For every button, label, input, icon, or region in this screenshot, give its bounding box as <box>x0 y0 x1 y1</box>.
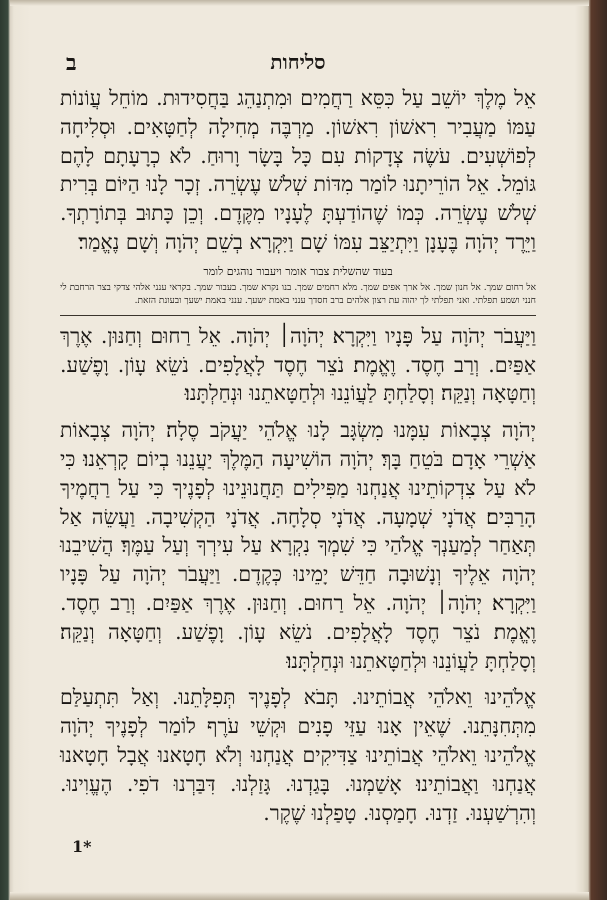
prayer-paragraph-2: וַיַּעֲבֹר יְהֹוָה עַל פָּנָיו וַיִּקְרָא׃ יְהֹוָה׀ יְהֹוָה. אֵל רַחוּם וְחַנּוּן. אֶרֶךְ אַפַּיִם. וְרַב חֶסֶד. וֶאֱמֶת׃ נֹצֵר חֶסֶד לָאֲלָפִים. נֹשֵׂא עָוֹן. וָפֶשַׁע. וְחַטָּאָה וְנַקֵּה׃ וְסָלַחְתָּ לַעֲוֹנֵנוּ וּלְחַטָּאתֵנוּ וּנְחַלְתָּנוּ׃ <box>60 323 536 406</box>
signature-mark: 1* <box>72 837 92 856</box>
divider <box>60 315 536 316</box>
prayer-paragraph-4: אֱלֹהֵינוּ וֵאלֹהֵי אֲבוֹתֵינוּ. תָּבֹא לְפָנֶיךָ תְּפִלָּתֵנוּ. וְאַל תִּתְעַלַּם מִתְּחִנָּתֵנוּ. שֶׁאֵין אָנוּ עַזֵּי פָנִים וּקְשֵׁי עֹרֶף לוֹמַר לְפָנֶיךָ יְהֹוָה אֱלֹהֵינוּ וֵאלֹהֵי אֲבוֹתֵינוּ צַדִּיקִים אֲנַחְנוּ וְלֹא חָטָאנוּ אֲבָל חָטָאנוּ אֲנַחְנוּ וַאֲבוֹתֵינוּ׃ אָשַׁמְנוּ. בָּגַדְנוּ. גָּזַלְנוּ. דִּבַּרְנוּ דֹפִי. הֶעֱוִינוּ. וְהִרְשַׁעְנוּ. זַדְנוּ. חָמַסְנוּ. טָפַלְנוּ שֶׁקֶר. <box>60 685 536 825</box>
page-title: סליחות <box>270 50 326 74</box>
book-page <box>60 50 536 860</box>
page-top-edge <box>10 0 589 6</box>
prayer-paragraph-3: יְהֹוָה צְבָאוֹת עִמָּנוּ מִשְׂגָּב לָנוּ אֱלֹהֵי יַעֲקֹב סֶלָה׃ יְהֹוָה צְבָאוֹת אַשְׁרֵי אָדָם בֹּטֵחַ בָּךְ׃ יְהֹוָה הוֹשִׁיעָה הַמֶּלֶךְ יַעֲנֵנוּ בְיוֹם קָרְאֵנוּ׃ כִּי לֹא עַל צִדְקוֹתֵינוּ אֲנַחְנוּ מַפִּילִים תַּחֲנוּנֵינוּ לְפָנֶיךָ כִּי עַל רַחֲמֶיךָ הָרַבִּים׃ אֲדֹנָי שְׁמָעָה. אֲדֹנָי סְלָחָה. אֲדֹנָי הַקְשִׁיבָה. וַעֲשֵׂה אַל תְּאַחַר לְמַעַנְךָ אֱלֹהַי כִּי שִׁמְךָ נִקְרָא עַל עִירְךָ וְעַל עַמֶּךָ׃ הֲשִׁיבֵנוּ יְהֹוָה אֵלֶיךָ וְנָשׁוּבָה חַדֵּשׁ יָמֵינוּ כְּקֶדֶם. וַיַּעֲבֹר יְהֹוָה עַל פָּנָיו וַיִּקְרָא׃ יְהֹוָה׀ יְהֹוָה. אֵל רַחוּם. וְחַנּוּן. אֶרֶךְ אַפַּיִם. וְרַב חֶסֶד. וֶאֱמֶת׃ נֹצֵר חֶסֶד לָאֲלָפִים. נֹשֵׂא עָוֹן. וָפֶשַׁע. וְחַטָּאָה וְנַקֵּה׃ וְסָלַחְתָּ לַעֲוֹנֵנוּ וּלְחַטָּאתֵנוּ וּנְחַלְתָּנוּ׃ <box>60 418 536 673</box>
page-number: ב <box>66 50 77 76</box>
instruction-note: אל רחום שמך. אל חנון שמך. אל ארך אפים שמך. מלא רחמים שמך. בנו נקרא שמך. בעבור שמך. בקראי ענני אלהי צדקי בצר הרחבת לי חנני ושמע תפלתי. ואני תפלתי לך יהוה עת רצון אלהים ברב חסדך ענני באמת ישעך. ענני באמת ישעך ובעונת הזאת. <box>60 282 536 307</box>
instruction-heading: בעוד שהשלית צבור אומר ויעבור נוהגים לומר <box>203 264 393 278</box>
page-bottom-edge <box>10 892 589 900</box>
prayer-paragraph-1: אֵל מֶלֶךְ יוֹשֵׁב עַל כִּסֵּא רַחֲמִים וּמִתְנַהֵג בַּחֲסִידוּת. מוֹחֵל עֲוֹנוֹת עַמּוֹ מַעֲבִיר רִאשׁוֹן רִאשׁוֹן. מַרְבֶּה מְחִילָה לְחַטָּאִים. וּסְלִיחָה לְפוֹשְׁעִים. עֹשֶׂה צְדָקוֹת עִם כָּל בָּשָׂר וָרוּחַ. לֹא כְרָעָתָם לָהֶם גּוֹמֵל. אֵל הוֹרֵיתָנוּ לוֹמַר מִדּוֹת שְׁלֹשׁ עֶשְׂרֵה. זְכָר לָנוּ הַיּוֹם בְּרִית שְׁלֹשׁ עֶשְׂרֵה. כְּמוֹ שֶׁהוֹדַעְתָּ לֶעָנָיו מִקֶּדֶם. וְכֵן כָּתוּב בְּתוֹרָתְךָ. וַיֵּרֶד יְהֹוָה בֶּעָנָן וַיִּתְיַצֵּב עִמּוֹ שָׁם וַיִּקְרָא בְשֵׁם יְהֹוָה וְשָׁם נֶאֱמַר׃ <box>60 86 536 254</box>
page-header <box>60 50 536 84</box>
